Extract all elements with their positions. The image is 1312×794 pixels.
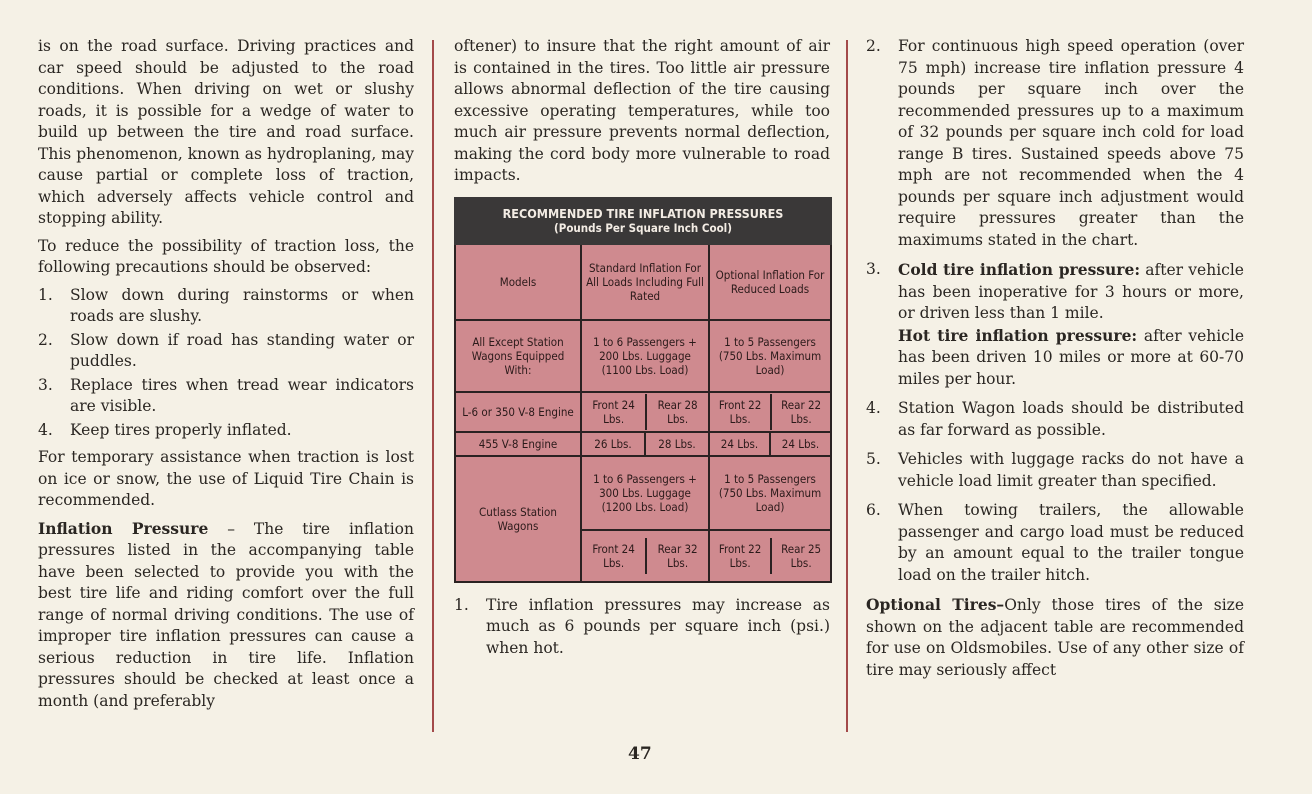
table-cell: Rear 28 Lbs. <box>646 394 708 430</box>
note-1: 1. Tire inflation pressures may increase as much as 6 pounds per square inch (psi.) when hot. <box>454 595 830 657</box>
header-optional: Optional Inflation For Reduced Loads <box>709 244 831 320</box>
notes-list-continued <box>866 36 1244 586</box>
header-standard: Standard Inflation For All Loads Including Full Rated <box>581 244 709 320</box>
list-item: 3. Replace tires when tread wear indicators are visible. <box>38 375 414 415</box>
column-middle <box>454 36 830 667</box>
engine-l6-350: L-6 or 350 V-8 Engine <box>455 392 581 432</box>
column-divider <box>846 40 848 732</box>
table-cell: Front 24 Lbs. <box>582 538 646 574</box>
notes-list <box>454 595 830 660</box>
paragraph-hydroplaning: is on the road surface. Driving practices and car speed should be adjusted to the road conditions. When driving on wet or slushy roads, it is possible for a wedge of water to build up between the tire and road surface. This phenomenon, known as hydroplaning, may cause partial or complete loss of traction, which adversely affects vehicle control and stopping ability. <box>38 37 414 227</box>
table-cell: 24 Lbs. <box>710 433 770 455</box>
note-4: 4. Station Wagon loads should be distributed as far forward as possible. <box>866 399 1244 439</box>
paragraph-inflation-pressure: Inflation Pressure – The tire inflation pressures listed in the accompanying table have been selected to provide you with the best tire life and riding comfort over the full range of normal driving conditions. The use of improper tire inflation pressures can cause a serious reduction in tire life. Inflation pressures should be checked at least once a month (and preferably <box>38 518 414 710</box>
paragraph-optional-tires: Optional Tires–Only those tires of the size shown on the adjacent table are recommended for use on Oldsmobiles. Use of any other size of tire may seriously affect <box>866 595 1244 679</box>
tire-inflation-table <box>454 197 832 583</box>
group-all-except-wagons: All Except Station Wagons Equipped With: <box>455 320 581 392</box>
table-cell: Rear 22 Lbs. <box>771 394 830 430</box>
list-item: 4. Keep tires properly inflated. <box>38 420 292 439</box>
inflation-pressure-heading: Inflation Pressure <box>38 518 209 538</box>
table-cell: 28 Lbs. <box>645 433 708 455</box>
note-2: 2. For continuous high speed operation (over 75 mph) increase tire inflation pressure 4 pounds per square inch over the recommended pressures up to a maximum of 32 pounds per square inch cold for load range B tires. Sustained speeds above 75 mph are not recommended when the 4 pounds per square inch adjustment would require pressures greater than the maximums stated in the chart. <box>866 37 1244 249</box>
engine-455: 455 V-8 Engine <box>455 432 581 456</box>
note-5: 5. Vehicles with luggage racks do not have a vehicle load limit greater than specified. <box>866 450 1244 490</box>
table-cell: Front 24 Lbs. <box>582 394 646 430</box>
header-models: Models <box>455 244 581 320</box>
note-6: 6. When towing trailers, the allowable passenger and cargo load must be reduced by an amount equal to the trailer tongue load on the trailer hitch. <box>866 501 1244 584</box>
table-cell: Front 22 Lbs. <box>710 394 771 430</box>
column-divider <box>432 40 434 732</box>
group2-optional-load: 1 to 5 Passengers (750 Lbs. Maximum Load) <box>709 456 831 530</box>
paragraph-precautions-intro: To reduce the possibility of traction loss, the following precautions should be observed: <box>38 236 414 276</box>
optional-tires-heading: Optional Tires– <box>866 595 1005 614</box>
group1-optional-load: 1 to 5 Passengers (750 Lbs. Maximum Load) <box>709 320 831 392</box>
column-right <box>866 36 1244 687</box>
group1-standard-load: 1 to 6 Passengers + 200 Lbs. Luggage (1100 Lbs. Load) <box>581 320 709 392</box>
page-number: 47 <box>628 744 652 764</box>
table-cell: Rear 25 Lbs. <box>771 538 830 574</box>
list-item: 2. Slow down if road has standing water or puddles. <box>38 330 414 370</box>
list-item: 1. Slow down during rainstorms or when roads are slushy. <box>38 285 414 325</box>
note-3: 3. Cold tire inflation pressure: after vehicle has been inoperative for 3 hours or more, or driven less than 1 mile. Hot tire inflation pressure: after vehicle has been driven 10 miles or more at 60-70 miles per hour. <box>866 260 1244 388</box>
table-cell: 26 Lbs. <box>582 433 645 455</box>
paragraph-liquid-tire-chain: For temporary assistance when traction is lost on ice or snow, the use of Liquid Tire Chain is recommended. <box>38 448 414 509</box>
column-left <box>38 36 414 718</box>
table-cell: Rear 32 Lbs. <box>646 538 708 574</box>
group2-standard-load: 1 to 6 Passengers + 300 Lbs. Luggage (1200 Lbs. Load) <box>581 456 709 530</box>
table-title: RECOMMENDED TIRE INFLATION PRESSURES (Pounds Per Square Inch Cool) <box>455 198 831 244</box>
precautions-list <box>38 285 414 442</box>
paragraph-air-pressure: oftener) to insure that the right amount of air is contained in the tires. Too little air pressure allows abnormal deflection of the tire causing excessive operating temperatures, while too much air pressure prevents normal deflection, making the cord body more vulnerable to road impacts. <box>454 37 830 184</box>
group-cutlass-wagons: Cutlass Station Wagons <box>455 456 581 582</box>
table-cell: Front 22 Lbs. <box>710 538 771 574</box>
table-cell: 24 Lbs. <box>770 433 830 455</box>
